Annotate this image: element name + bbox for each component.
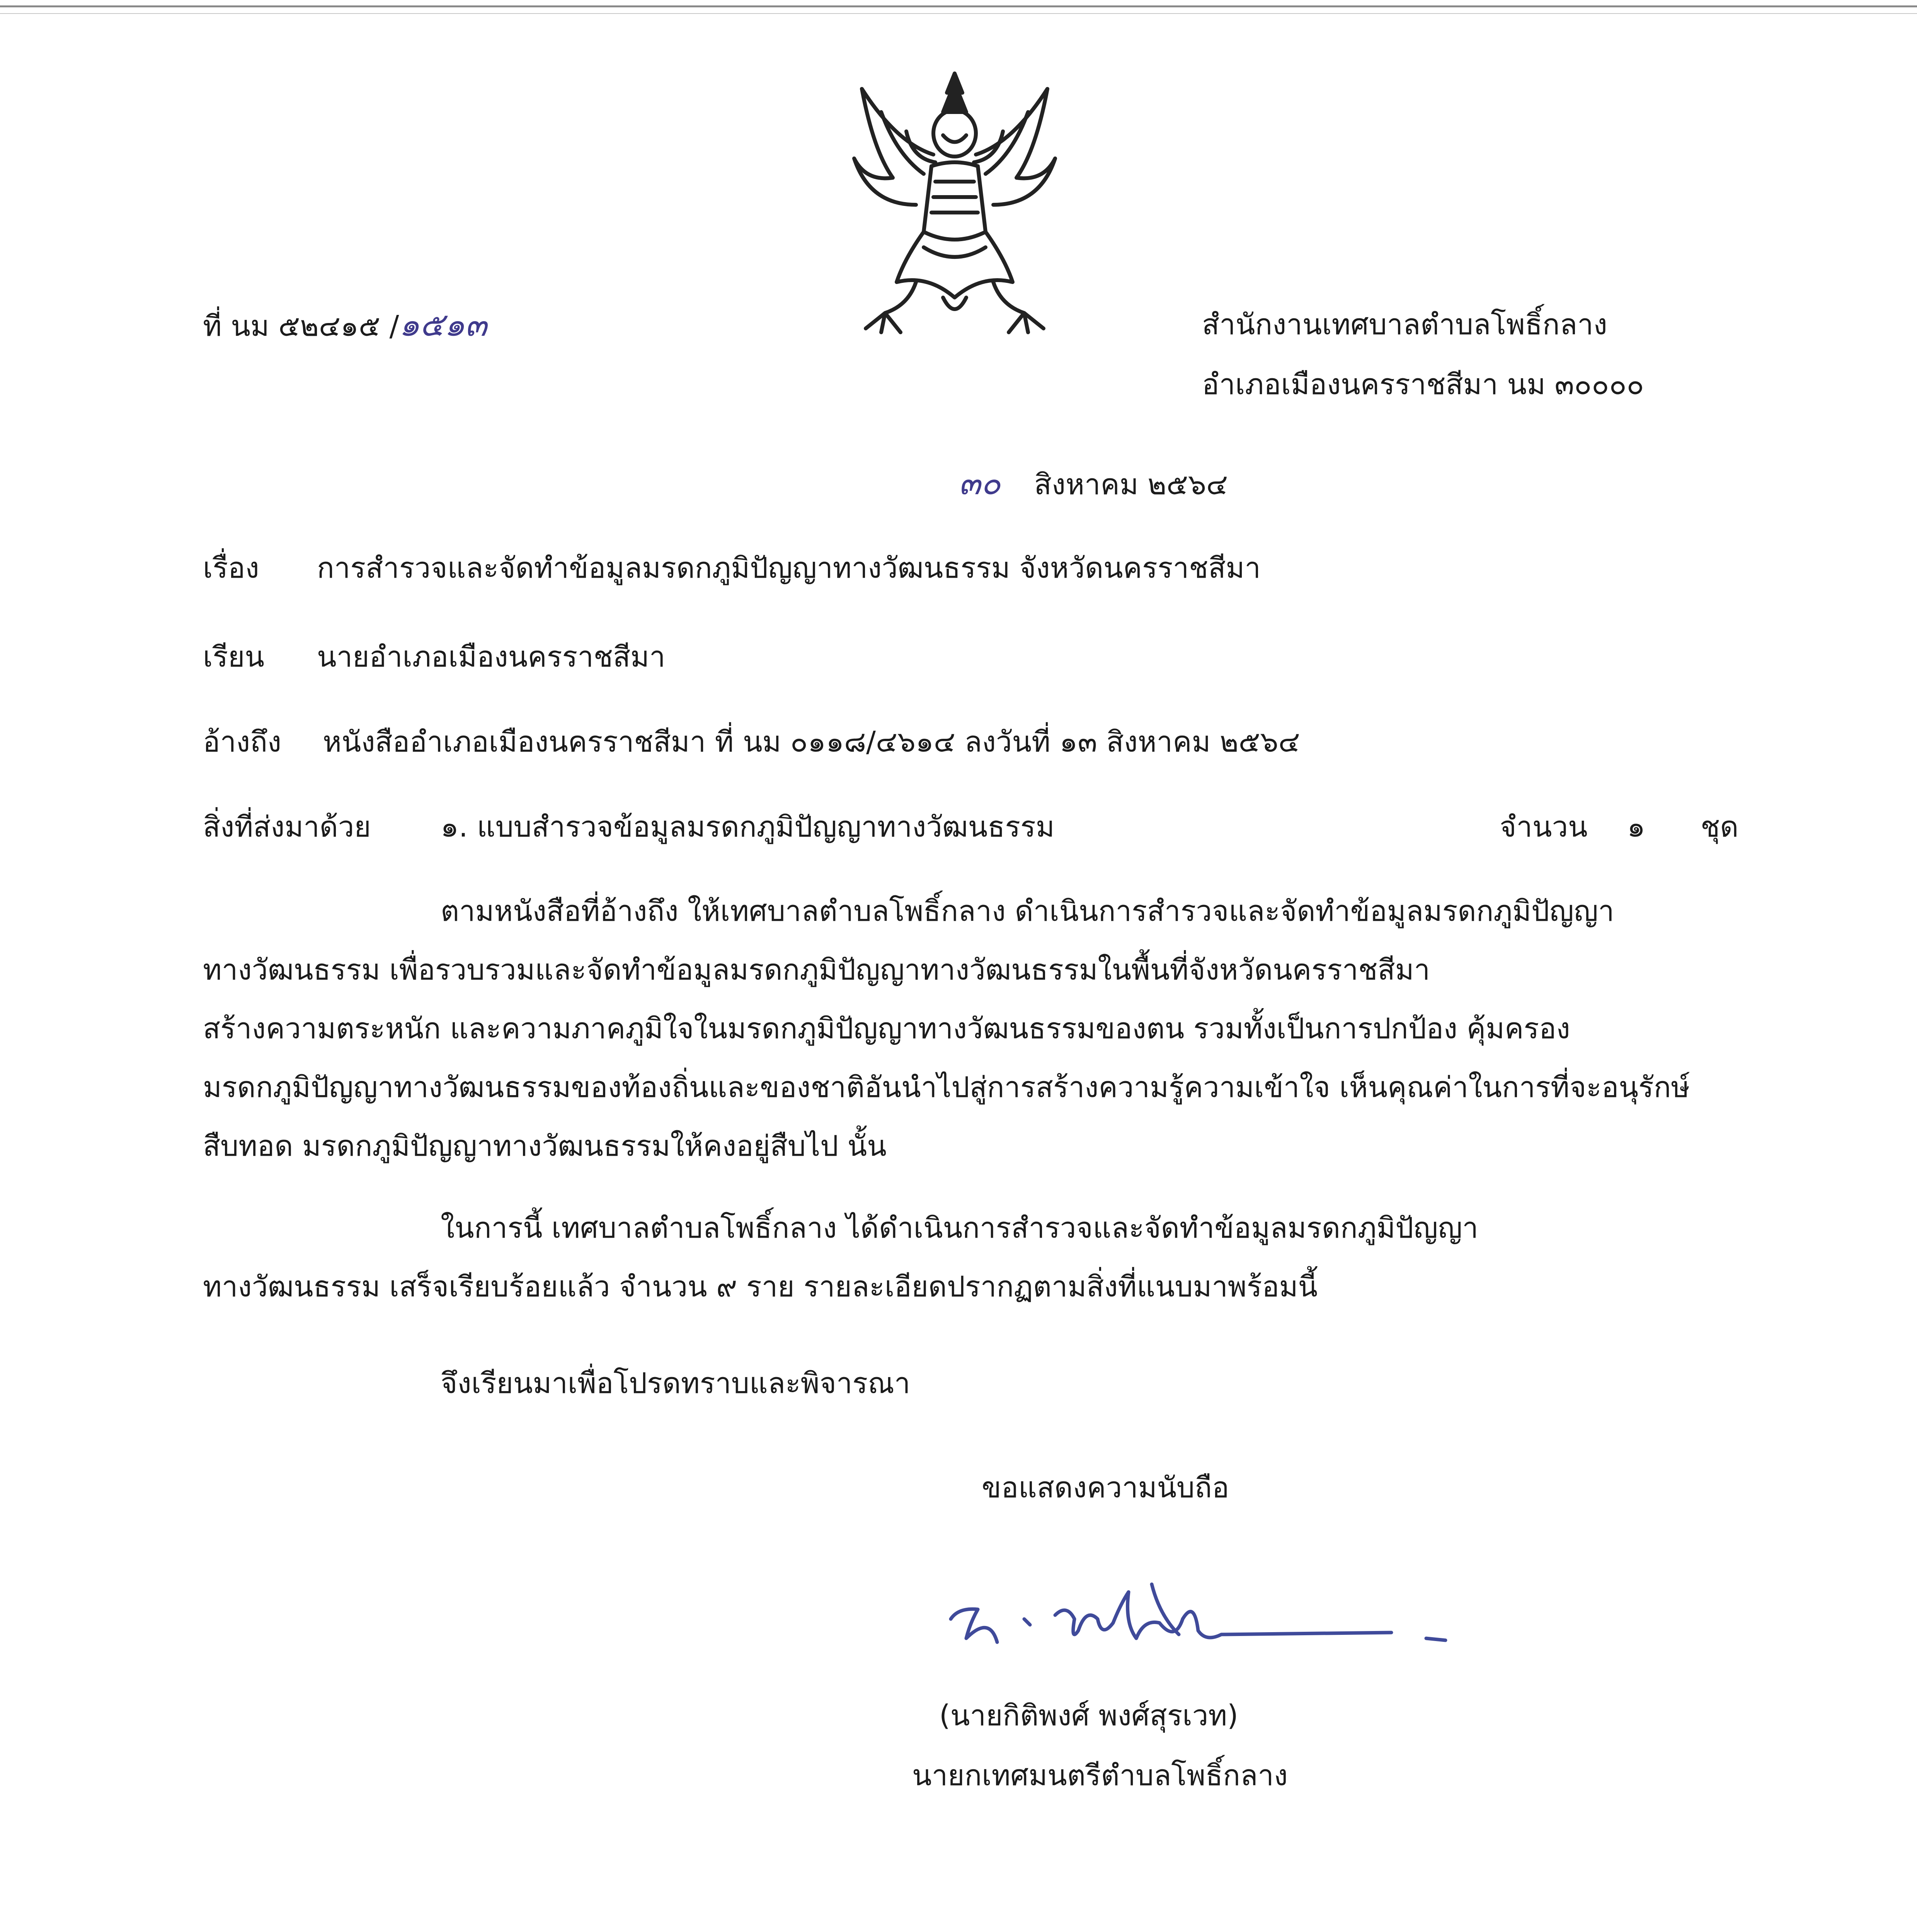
enclosure-quantity-unit: ชุด xyxy=(1701,810,1739,844)
date-month-year: สิงหาคม ๒๕๖๔ xyxy=(1034,468,1228,501)
enclosure-label: สิ่งที่ส่งมาด้วย xyxy=(203,810,371,844)
enclosure-quantity-value: ๑ xyxy=(1627,810,1645,844)
sender-office: สำนักงานเทศบาลตำบลโพธิ์กลาง xyxy=(1202,308,1607,341)
body-paragraph-1 xyxy=(203,882,1690,1175)
reference-number xyxy=(203,305,487,345)
body-paragraph-2-line: ทางวัฒนธรรม เสร็จเรียบร้อยแล้ว จำนวน ๙ ราย รายละเอียดปรากฏตามสิ่งที่แนบมาพร้อมนี้ xyxy=(203,1270,1318,1303)
date-day-handwritten: ๓๐ xyxy=(958,464,1001,502)
reference-text: หนังสืออำเภอเมืองนครราชสีมา ที่ นม ๐๑๑๘/๔๖๑๔ ลงวันที่ ๑๓ สิงหาคม ๒๕๖๔ xyxy=(323,725,1300,759)
body-paragraph-1-line: มรดกภูมิปัญญาทางวัฒนธรรมของท้องถิ่นและของชาติอันนำไปสู่การสร้างความรู้ความเข้าใจ เห็นคุณค่าในการที่จะอนุรักษ์ xyxy=(203,1071,1690,1104)
garuda-emblem-icon xyxy=(839,66,1071,344)
handwritten-signature xyxy=(943,1561,1484,1685)
signer-position: นายกเทศมนตรีตำบลโพธิ์กลาง xyxy=(912,1759,1288,1792)
to-text: นายอำเภอเมืองนครราชสีมา xyxy=(317,640,666,673)
body-paragraph-2 xyxy=(203,1199,1478,1316)
closing-salutation: ขอแสดงความนับถือ xyxy=(982,1471,1229,1504)
body-paragraph-1-line: ทางวัฒนธรรม เพื่อรวบรวมและจัดทำข้อมูลมรดกภูมิปัญญาทางวัฒนธรรมในพื้นที่จังหวัดนครราชสีมา xyxy=(203,953,1430,986)
enclosure-quantity-label: จำนวน xyxy=(1500,810,1588,844)
sender-address: อำเภอเมืองนครราชสีมา นม ๓๐๐๐๐ xyxy=(1202,368,1644,401)
letter-date xyxy=(958,464,1228,504)
signer-name: (นายกิติพงศ์ พงศ์สุรเวท) xyxy=(939,1699,1238,1732)
subject-text: การสำรวจและจัดทำข้อมูลมรดกภูมิปัญญาทางวัฒนธรรม จังหวัดนครราชสีมา xyxy=(317,551,1261,585)
scan-top-edge xyxy=(0,5,1917,7)
body-paragraph-3: จึงเรียนมาเพื่อโปรดทราบและพิจารณา xyxy=(441,1367,911,1400)
reference-number-printed: ที่ นม ๕๒๔๑๕ / xyxy=(203,310,399,343)
scan-top-edge-shadow xyxy=(0,13,1917,14)
reference-number-handwritten: ๑๕๑๓ xyxy=(399,306,487,344)
enclosure-item: ๑. แบบสำรวจข้อมูลมรดกภูมิปัญญาทางวัฒนธรรม xyxy=(441,810,1055,844)
body-paragraph-2-line: ในการนี้ เทศบาลตำบลโพธิ์กลาง ได้ดำเนินการสำรวจและจัดทำข้อมูลมรดกภูมิปัญญา xyxy=(441,1211,1478,1245)
to-label: เรียน xyxy=(203,640,264,673)
reference-label: อ้างถึง xyxy=(203,725,282,759)
body-paragraph-1-line: ตามหนังสือที่อ้างถึง ให้เทศบาลตำบลโพธิ์กลาง ดำเนินการสำรวจและจัดทำข้อมูลมรดกภูมิปัญญา xyxy=(441,895,1614,928)
body-paragraph-1-line: สืบทอด มรดกภูมิปัญญาทางวัฒนธรรมให้คงอยู่สืบไป นั้น xyxy=(203,1129,887,1163)
body-paragraph-1-line: สร้างความตระหนัก และความภาคภูมิใจในมรดกภูมิปัญญาทางวัฒนธรรมของตน รวมทั้งเป็นการปกป้อง คุ้มครอง xyxy=(203,1012,1570,1045)
subject-label: เรื่อง xyxy=(203,551,259,585)
